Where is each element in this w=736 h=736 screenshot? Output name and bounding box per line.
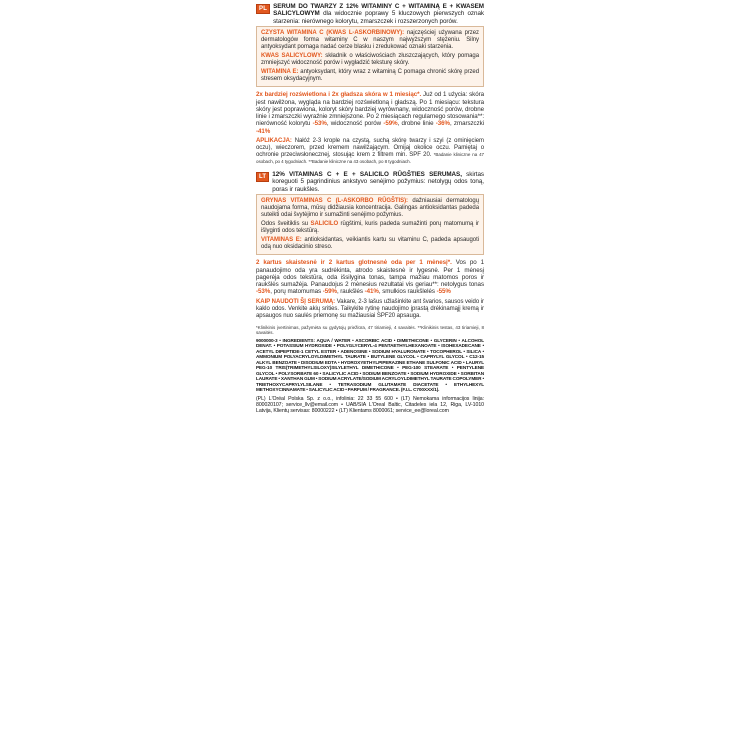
pl-ingredient-item (261, 30, 479, 51)
pl-stat-value: -59% (383, 120, 398, 128)
pl-claim-body: Już od 1 użycia: skóra jest nawilżona, wygląda na bardziej rozświetloną i gładszą. Po 1 miesiącu: tekstura skóry jest poprawiona, koloryt skóry bardziej wyrównany, widoczność porów, drobne linie i zmarszczki wyraźnie zmniejszone. Po 2 miesiącach regularnego stosowania**: (256, 91, 484, 121)
pl-claim-block (256, 91, 484, 135)
lt-stat-label: , raukšlės (336, 288, 365, 296)
lt-ingredient-item (261, 237, 479, 251)
lt-application-heading: KAIP NAUDOTI ŠĮ SERUMĄ: (256, 298, 336, 305)
pl-title-main: SERUM DO TWARZY Z 12% WITAMINY C + WITAMINĄ E + KWASEM SALICYLOWYM (273, 3, 484, 18)
pl-title-tail: dla widocznie poprawy 5 kluczowych pierwszych oznak starzenia: nierównego kolorytu, zmarszczek i rozszerzonych porów. (273, 10, 485, 25)
lt-ingredient-text: rūgštimi, kuris padeda sumažinti porų matomumą ir išlyginti odos tekstūrą. (261, 221, 479, 235)
inci-ingredients-list: 9000000-3 • INGREDIENTS: AQUA / WATER • ASCORBIC ACID • DIMETHICONE • GLYCERIN • ALCOHOL DENAT. • POTASSIUM HYDROXIDE • POLYGLYCERYL-4 PENTAETHYLHEXANOATE • ISOHEXADECANE • ACETYL DIPEPTIDE-1 CETYL ESTER • ADENOSINE • SODIUM HYALURONATE • TOCOPHEROL • SILICA • AMMONIUM POLYACRYLOYLDIMETHYL TAURATE • BUTYLENE GLYCOL • CAPRYLYL GLYCOL • C12-15 ALKYL BENZOATE • DISODIUM EDTA • HYDROXYETHYLPIPERAZINE ETHANE SULFONIC ACID • LAURYL PEG-10 TRIS(TRIMETHYLSILOXY)SILYLETHYL DIMETHICONE • PEG-100 STEARATE • PENTYLENE GLYCOL • POLYSORBATE 60 • SALICYLIC ACID • SODIUM BENZOATE • SODIUM HYDROXIDE • SORBITAN LAURATE • XANTHAN GUM • SODIUM ACRYLATE/SODIUM ACRYLOYLDIMETHYL TAURATE COPOLYMER • TRIETHOXYCAPRYLYLSILANE • TETRASODIUM GLUTAMATE DIACETATE • ETHYLHEXYL METHOXYCINNAMATE • SALICYLIC ACID • PARFUM / FRAGRANCE. (F.I.L. C700XXX/1). (256, 337, 484, 393)
lt-stat-value: -53% (256, 288, 271, 296)
lt-stat-label: , smulkios raukšlelės (378, 288, 437, 296)
lt-ingredient-text: dažniausiai dermatologų naudojama forma, mūsų didžiausia koncentracija. Galingas antioksidantas padeda suteikti odai švytėjimo ir sumažinti senėjimo požymius. (261, 198, 479, 219)
lt-ingredient-item (261, 198, 479, 219)
pl-ingredient-text: najczęściej używana przez dermatologów forma witaminy C w naszym najwyższym stężeniu. Silny antyoksydant pomaga nadać cerze blasku i zredukować oznaki starzenia. (261, 30, 479, 51)
pl-language-header (256, 3, 484, 25)
lt-stat-value: -59% (322, 288, 337, 296)
lt-application-block (256, 299, 484, 320)
lt-flag-badge: LT (256, 172, 269, 182)
lt-stat-value: -55% (436, 288, 451, 296)
lt-product-title (272, 171, 484, 193)
pl-stat-value: -53% (312, 120, 327, 128)
lt-application-footnote: *Klinikinis įvertinimas, pažymėta su gydytojų priežiūra, 47 tiriamieji, 4 savaitės. **Klinikinis testas, 43 tiriamieji, 8 savaitės. (256, 324, 484, 336)
pl-stat-label: nierówność kolorytu (256, 120, 313, 128)
lt-stat-label: , porų matomumas (270, 288, 323, 296)
lt-ingredients-box (256, 194, 484, 255)
pl-ingredient-item (261, 53, 479, 67)
lt-ingredient-name: SALICILO (310, 221, 339, 228)
pl-ingredient-item (261, 69, 479, 83)
lt-title-main: 12% VITAMINAS C + E + SALICILO RŪGŠTIES SERUMAS, (272, 171, 462, 178)
lt-ingredient-item (261, 221, 479, 235)
pl-stat-label: , widoczność porów (326, 120, 384, 128)
pl-ingredient-name: KWAS SALICYLOWY: (261, 53, 323, 60)
pl-stat-value: -36% (435, 120, 450, 128)
lt-application-text: Vakare, 2-3 lašus užlašinkite ant švarios, sausos veido ir kaklo odos. Venkite akių srities. Taikykite rytinę naudojimo įprastą drėkinamąjį kremą ir apsaugos nuo saulės priemonę su mažiausiai SPF20 apsauga. (256, 298, 484, 319)
lt-claim-headline: 2 kartus skaistesnė ir 2 kartus glotnesnė oda per 1 mėnesį*. (256, 259, 452, 267)
pl-stat-value: -41% (256, 127, 271, 135)
pl-ingredient-name: CZYSTA WITAMINA C (KWAS L-ASKORBINOWY): (261, 30, 405, 37)
pl-ingredient-text: antyoksydant, który wraz z witaminą C pomaga chronić skórę przed stresem oksydacyjnym. (261, 69, 480, 83)
lt-stat-value: -41% (364, 288, 379, 296)
lt-ingredient-name: GRYNAS VITAMINAS C (L-ASKORBO RŪGŠTIS): (261, 198, 408, 205)
lt-stat-label: netolygus tonas (438, 281, 484, 289)
pl-application-heading: APLIKACJA: (256, 138, 292, 144)
lt-title-tail: skirtas koreguoti 5 pagrindinius ankstyvo senėjimo požymius: netolygų odos toną, poras ir raukšles. (272, 171, 485, 193)
pl-stat-label: , zmarszczki (450, 120, 485, 128)
pl-application-footnote: *Badanie kliniczne na 47 osobach, po 4 tygodniach. **Badanie kliniczne na 43 osobach, po 8 tygodniach. (256, 152, 485, 164)
lt-claim-block (256, 259, 484, 295)
pl-application-block (256, 138, 484, 166)
lt-claim-body: Vos po 1 panaudojimo oda yra sudrėkinta, atrodo skaistesnė ir lygesnė. Per 1 mėnesį pagerėja odos tekstūra, oda išsilygina tonas, tampa mažiau matomos poros ir raukšlės sumažėja. Panaudojus 2 mėnesius rezultatai vis geriau**: (256, 259, 485, 289)
pl-stat-label: , drobne linie (397, 120, 436, 128)
manufacturer-contact-info: (PL) L'Oréal Polska Sp. z o.o., infolinia: 22 33 55 600 • (LT) Nemokama informacijos linija: 800020107; service_llv@email.com • UAB/SIA L'Oreal Baltic, Citadeles iela 12, Riga, LV-1010 Latvija, Klientų servisas: 80000222 • (LT) Klientams 8000061; service_ee@loreal.com (256, 395, 484, 414)
lt-ingredient-text: antioksidantas, veikiantis kartu su vitaminu C, padeda apsaugoti odą nuo oksidacinio streso. (261, 237, 479, 251)
pl-flag-badge: PL (256, 4, 270, 14)
pl-ingredient-name: WITAMINA E: (261, 69, 299, 76)
lt-ingredient-prefix: Odos šveitiklis su (261, 221, 311, 228)
pl-application-text: Nałóż 2-3 krople na czystą, suchą skórę twarzy i szyi (z ominięciem oczu), wieczorem, przed kremem nawilżającym. Omijaj okolice oczu. Pamiętaj o ochronie przeciwsłonecznej, stosując krem z filtrem min. SPF 20. (256, 138, 484, 158)
pl-product-title (273, 3, 484, 25)
lt-language-header (256, 171, 484, 193)
pl-ingredient-text: składnik o właściwościach złuszczających, który pomaga zmniejszyć widoczność porów i wygładzić teksturę skóry. (261, 53, 479, 67)
product-label (252, 0, 488, 736)
lt-ingredient-name: VITAMINAS E: (261, 237, 302, 244)
pl-ingredients-box (256, 26, 484, 87)
pl-claim-headline: 2x bardziej rozświetlona i 2x gładsza skóra w 1 miesiąc*. (256, 91, 422, 99)
